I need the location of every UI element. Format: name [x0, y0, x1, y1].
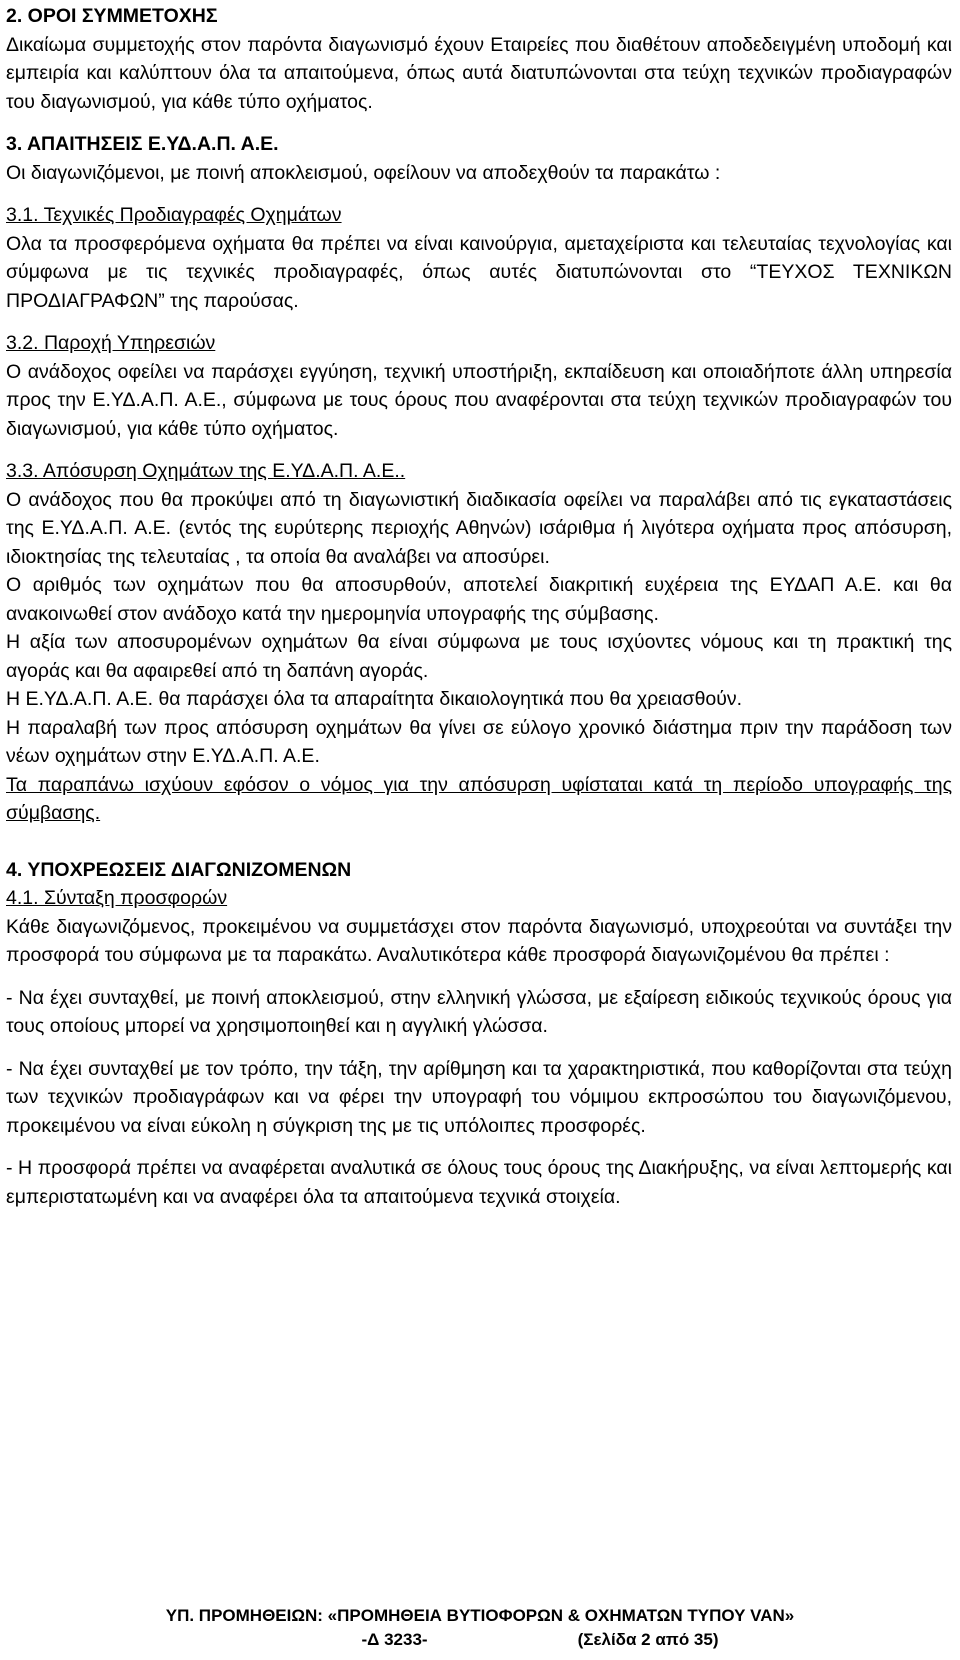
list-item-2: - Να έχει συνταχθεί με τον τρόπο, την τάξη, την αρίθμηση και τα χαρακτηριστικά, που καθορίζονται στα τεύχη των τεχνικών προδιαγράφων και να φέρει την υπογραφή του νόμιμου εκπροσώπου του διαγωνιζόμενου, προκειμένου να είναι εύκολη η σύγκριση της με τις υπόλοιπες προσφορές.: [6, 1057, 952, 1137]
section-3-2-body: Ο ανάδοχος οφείλει να παράσχει εγγύηση, τεχνική υποστήριξη, εκπαίδευση και οποιαδήποτε άλλη υπηρεσία προς την Ε.ΥΔ.Α.Π. Α.Ε., σύμφωνα με τους όρους που αναφέρονται στα τεύχη τεχνικών προδιαγραφών του διαγωνισμού, για κάθε τύπο οχήματος.: [6, 360, 952, 440]
section-3-3-para-2: Ο αριθμός των οχημάτων που θα αποσυρθούν, αποτελεί διακριτική ευχέρεια της ΕΥΔΑΠ Α.Ε. και θα ανακοινωθεί στον ανάδοχο κατά την ημερομηνία υπογραφής της σύμβασης.: [6, 574, 952, 625]
list-item-3: - Η προσφορά πρέπει να αναφέρεται αναλυτικά σε όλους τους όρους της Διακήρυξης, να είναι λεπτομερής και εμπεριστατωμένη και να αναφέρει όλα τα απαιτούμενα τεχνικά στοιχεία.: [6, 1157, 952, 1208]
section-4-1-title: 4.1. Σύνταξη προσφορών: [6, 887, 228, 909]
section-2-body: Δικαίωμα συμμετοχής στον παρόντα διαγωνισμό έχουν Εταιρείες που διαθέτουν αποδεδειγμένη υποδομή και εμπειρία και καλύπτουν όλα τα απαιτούμενα, όπως αυτά διατυπώνονται στα τεύχη τεχνικών προδιαγραφών του διαγωνισμού, για κάθε τύπο οχήματος.: [6, 33, 952, 113]
section-4-1-intro: Κάθε διαγωνιζόμενος, προκειμένου να συμμετάσχει στον παρόντα διαγωνισμό, υποχρεούται να συντάξει την προσφορά του σύμφωνα με τα παρακάτω. Αναλυτικότερα κάθε προσφορά διαγωνιζομένου θα πρέπει :: [6, 915, 952, 966]
footer-code: -Δ 3233-: [361, 1630, 428, 1649]
section-3-3-para-1: Ο ανάδοχος που θα προκύψει από τη διαγωνιστική διαδικασία οφείλει να παραλάβει από τις εγκαταστάσεις της Ε.ΥΔ.Α.Π. Α.Ε. (εντός της ευρύτερης περιοχής Αθηνών) ισάριθμα ή λιγότερα οχήματα προς απόσυρση, ιδιοκτησίας της τελευταίας , τα οποία θα αναλάβει να αποσύρει.: [6, 488, 952, 568]
page-footer: [0, 1604, 960, 1652]
section-2-heading: 2. ΟΡΟΙ ΣΥΜΜΕΤΟΧΗΣ: [6, 5, 218, 27]
list-item-1: - Να έχει συνταχθεί, με ποινή αποκλεισμού, στην ελληνική γλώσσα, με εξαίρεση ειδικούς τεχνικούς όρους για τους οποίους μπορεί να χρησιμοποιηθεί και η αγγλική γλώσσα.: [6, 986, 952, 1037]
footer-title: ΥΠ. ΠΡΟΜΗΘΕΙΩΝ: «ΠΡΟΜΗΘΕΙΑ ΒΥΤΙΟΦΟΡΩΝ & ΟΧΗΜΑΤΩΝ ΤΥΠΟΥ VAN»: [165, 1606, 795, 1625]
section-3-1-body: Ολα τα προσφερόμενα οχήματα θα πρέπει να είναι καινούργια, αμεταχείριστα και τελευταίας τεχνολογίας και σύμφωνα με τις τεχνικές προδιαγραφές, όπως αυτές διατυπώνονται στο “ΤΕΥΧΟΣ ΤΕΧΝΙΚΩΝ ΠΡΟΔΙΑΓΡΑΦΩΝ” της παρούσας.: [6, 232, 952, 312]
section-3-3-para-4: Η Ε.ΥΔ.Α.Π. Α.Ε. θα παράσχει όλα τα απαραίτητα δικαιολογητικά που θα χρειασθούν.: [6, 688, 743, 710]
section-3-3-para-3: Η αξία των αποσυρομένων οχημάτων θα είναι σύμφωνα με τους ισχύοντες νόμους και τη πρακτική της αγοράς και θα αφαιρεθεί από τη δαπάνη αγοράς.: [6, 631, 952, 682]
section-3-3-para-6: Τα παραπάνω ισχύουν εφόσον ο νόμος για την απόσυρση υφίσταται κατά τη περίοδο υπογραφής της σύμβασης.: [6, 773, 952, 824]
section-4-heading: 4. ΥΠΟΧΡΕΩΣΕΙΣ ΔΙΑΓΩΝΙΖΟΜΕΝΩΝ: [6, 858, 352, 881]
section-3-1-title: 3.1. Τεχνικές Προδιαγραφές Οχημάτων: [6, 204, 342, 226]
section-3-3-title: 3.3. Απόσυρση Οχημάτων της Ε.ΥΔ.Α.Π. Α.Ε..: [6, 460, 406, 482]
section-3-intro: Οι διαγωνιζόμενοι, με ποινή αποκλεισμού, οφείλουν να αποδεχθούν τα παρακάτω :: [6, 161, 721, 184]
footer-page-number: (Σελίδα 2 από 35): [577, 1630, 719, 1649]
section-3-3-para-5: Η παραλαβή των προς απόσυρση οχημάτων θα γίνει σε εύλογο χρονικό διάστημα πριν την παράδοση των νέων οχημάτων στην Ε.ΥΔ.Α.Π. Α.Ε.: [6, 716, 952, 767]
section-3-2-title: 3.2. Παροχή Υπηρεσιών: [6, 332, 216, 354]
section-3-heading: 3. ΑΠΑΙΤΗΣΕΙΣ Ε.ΥΔ.Α.Π. Α.Ε.: [6, 133, 279, 155]
